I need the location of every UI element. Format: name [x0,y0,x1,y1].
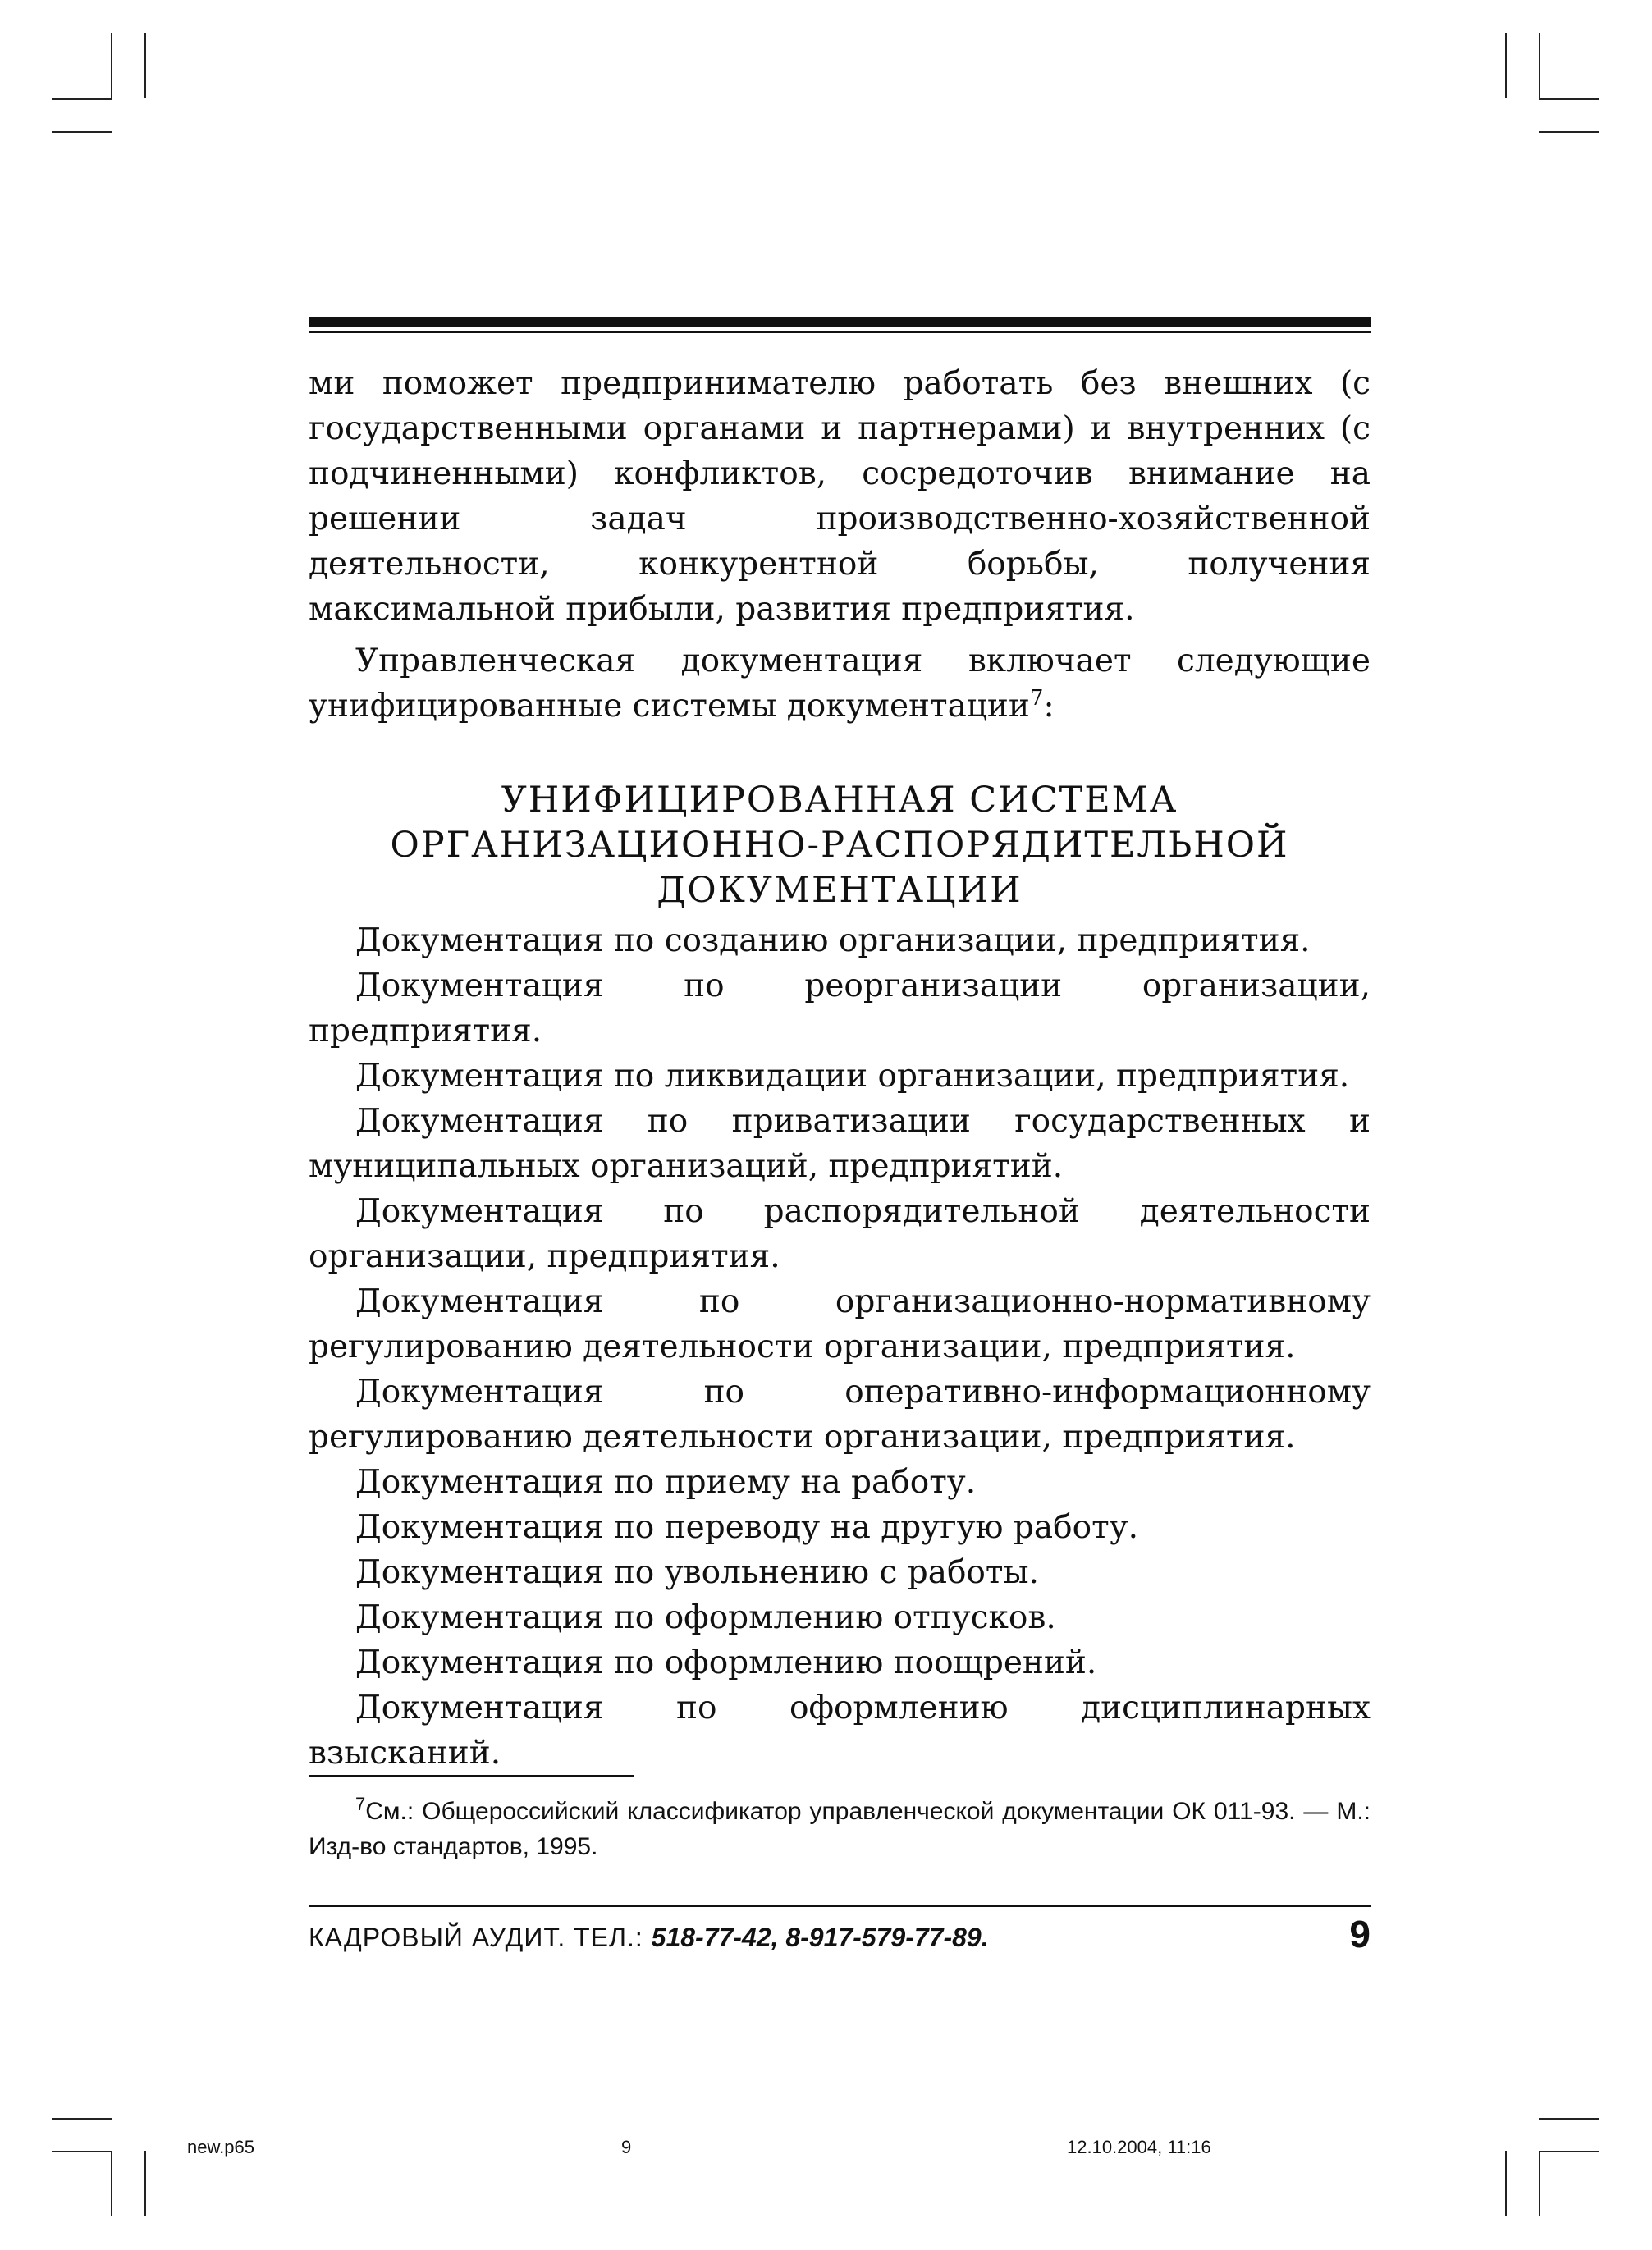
list-item: Документация по реорганизации организации, предприятия. [309,967,1371,1050]
footnote [309,1794,1371,1864]
crop-mark [1505,33,1507,98]
list-item: Документация по оформлению отпусков. [355,1599,1056,1636]
crop-mark [1505,2151,1507,2216]
crop-mark [1539,131,1599,133]
crop-mark [111,33,112,98]
section-heading-line-3: ДОКУМЕНТАЦИИ [657,870,1023,911]
page-number: 9 [1349,1913,1371,1955]
list-item: Документация по оформлению дисциплинарных взысканий. [309,1690,1371,1772]
section-heading [309,778,1371,913]
paragraph-continuation: ми поможет предпринимателю работать без внешних (с государственными органами и партнерами) и внутренних (с подчиненными) конфликтов, сосредоточив внимание на решении задач производственно-хозяйственной деятельности, конкурентной борьбы, получения максимальной прибыли, развития предприятия. [309,365,1371,628]
crop-mark [52,131,112,133]
list-item: Документация по приему на работу. [355,1464,977,1501]
footnote-reference: 7 [1029,686,1044,711]
footer-rule [309,1905,1371,1907]
crop-mark [1539,98,1599,100]
crop-mark [1539,33,1540,98]
footnote-number: 7 [355,1794,366,1814]
header-rule-thin [309,331,1371,333]
section-heading-line-2: ОРГАНИЗАЦИОННО-РАСПОРЯДИТЕЛЬНОЙ [390,825,1289,866]
documentation-list [309,918,1371,1776]
page-body [309,361,1371,1776]
running-footer [309,1913,1371,1958]
list-item: Документация по распорядительной деятельности организации, предприятия. [309,1193,1371,1275]
list-item: Документация по оформлению поощрений. [355,1644,1097,1681]
list-item: Документация по созданию организации, предприятия. [355,922,1311,959]
paragraph-intro-tail: : [1043,688,1055,725]
footer-label: КАДРОВЫЙ АУДИТ. ТЕЛ.: [309,1923,652,1952]
list-item: Документация по увольнению с работы. [355,1554,1039,1591]
slug-datetime: 12.10.2004, 11:16 [1067,2137,1211,2157]
section-heading-line-1: УНИФИЦИРОВАННАЯ СИСТЕМА [501,780,1178,821]
slug-page: 9 [621,2137,632,2157]
header-rule-thick [309,317,1371,327]
crop-mark [144,33,146,98]
footnote-text: См.: Общероссийский классификатор управленческой документации ОК 011-93. — М.: Изд-во стандартов, 1995. [309,1798,1371,1860]
paragraph-intro [309,638,1371,729]
crop-mark [111,2151,112,2216]
footer-phones: 518-77-42, 8-917-579-77-89. [651,1923,989,1952]
crop-mark [1539,2118,1599,2120]
list-item: Документация по оперативно-информационному регулированию деятельности организации, предприятия. [309,1374,1371,1456]
crop-mark [52,2151,112,2152]
list-item: Документация по переводу на другую работу. [355,1509,1138,1546]
crop-mark [1539,2151,1599,2152]
crop-mark [52,98,112,100]
slug-filename: new.p65 [187,2137,254,2157]
list-item: Документация по приватизации государственных и муниципальных организаций, предприятий. [309,1103,1371,1185]
list-item: Документация по организационно-нормативному регулированию деятельности организации, предприятия. [309,1283,1371,1365]
list-item: Документация по ликвидации организации, предприятия. [355,1058,1350,1095]
crop-mark [1539,2151,1540,2216]
crop-mark [144,2151,146,2216]
crop-mark [52,2118,112,2120]
footnote-rule [309,1775,634,1777]
paragraph-intro-text: Управленческая документация включает следующие унифицированные системы документации [309,643,1371,725]
